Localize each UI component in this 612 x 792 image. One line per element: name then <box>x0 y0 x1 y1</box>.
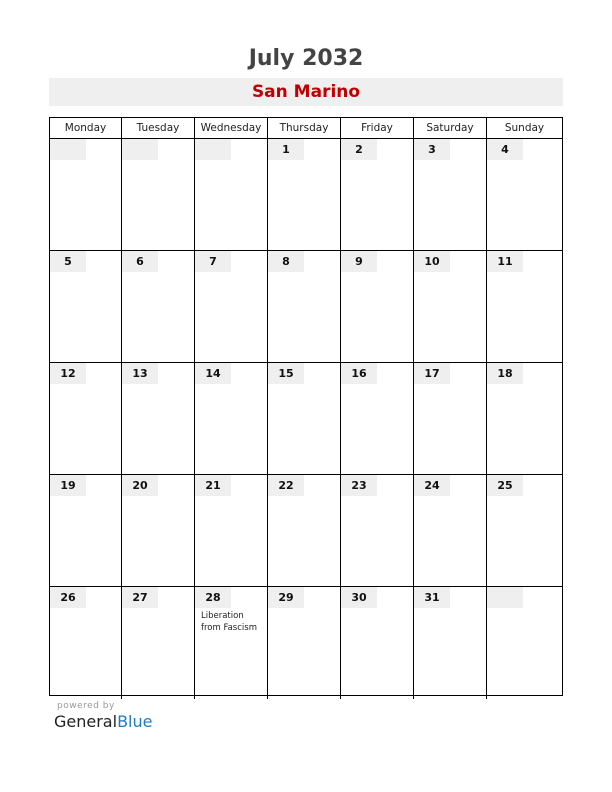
day-cell[interactable] <box>122 587 195 699</box>
day-number: 6 <box>122 251 158 272</box>
day-number: 29 <box>268 587 304 608</box>
day-number: 12 <box>50 363 86 384</box>
weekday-header-sunday: Sunday <box>504 122 545 134</box>
day-number: 1 <box>268 139 304 160</box>
weekday-header-wednesday: Wednesday <box>195 118 268 138</box>
day-cell[interactable] <box>122 475 195 586</box>
day-cell[interactable] <box>195 587 268 699</box>
day-cell[interactable] <box>414 139 487 250</box>
day-cell[interactable] <box>195 139 268 250</box>
country-name: San Marino <box>251 82 361 102</box>
day-cell[interactable] <box>414 363 487 474</box>
day-cell[interactable] <box>341 587 414 699</box>
day-cell[interactable] <box>341 363 414 474</box>
day-number: 7 <box>195 251 231 272</box>
calendar-grid <box>49 117 563 696</box>
day-number: 14 <box>195 363 231 384</box>
day-cell[interactable] <box>414 251 487 362</box>
holiday-label: Liberation from Fascism <box>201 611 257 633</box>
week-row <box>50 251 562 363</box>
day-number: 25 <box>487 475 523 496</box>
day-cell[interactable] <box>487 363 562 474</box>
weekday-header-row <box>50 118 562 139</box>
day-number: 18 <box>487 363 523 384</box>
day-number: 21 <box>195 475 231 496</box>
day-number: 31 <box>414 587 450 608</box>
day-cell[interactable] <box>268 475 341 586</box>
day-number <box>195 139 231 160</box>
day-cell[interactable] <box>50 139 122 250</box>
day-cell[interactable] <box>341 475 414 586</box>
day-number <box>122 139 158 160</box>
day-cell[interactable] <box>50 587 122 699</box>
day-cell[interactable] <box>50 251 122 362</box>
weekday-header-friday: Friday <box>341 118 414 138</box>
day-cell[interactable] <box>268 587 341 699</box>
day-number: 20 <box>122 475 158 496</box>
day-number: 11 <box>487 251 523 272</box>
day-number: 23 <box>341 475 377 496</box>
calendar-title: July 2032 <box>248 46 364 71</box>
day-number: 5 <box>50 251 86 272</box>
day-cell[interactable] <box>50 363 122 474</box>
day-number: 16 <box>341 363 377 384</box>
day-cell[interactable] <box>268 139 341 250</box>
day-cell[interactable] <box>487 587 562 699</box>
day-number: 22 <box>268 475 304 496</box>
week-row <box>50 475 562 587</box>
weekday-header-monday: Monday <box>50 118 122 138</box>
country-banner <box>49 78 563 106</box>
day-cell[interactable] <box>341 139 414 250</box>
day-cell[interactable] <box>268 363 341 474</box>
day-number: 27 <box>122 587 158 608</box>
day-number: 15 <box>268 363 304 384</box>
day-cell[interactable] <box>414 475 487 586</box>
weekday-header-saturday: Saturday <box>414 118 487 138</box>
brand-general-text: General <box>54 712 118 731</box>
day-number: 24 <box>414 475 450 496</box>
day-cell[interactable] <box>414 587 487 699</box>
day-cell[interactable] <box>487 139 562 250</box>
day-cell[interactable] <box>268 251 341 362</box>
day-number: 3 <box>414 139 450 160</box>
week-row <box>50 363 562 475</box>
day-number: 9 <box>341 251 377 272</box>
day-cell[interactable] <box>195 363 268 474</box>
day-cell[interactable] <box>122 363 195 474</box>
week-row <box>50 139 562 251</box>
day-cell[interactable] <box>487 475 562 586</box>
day-number: 4 <box>487 139 523 160</box>
week-row <box>50 587 562 699</box>
day-number: 19 <box>50 475 86 496</box>
day-number: 17 <box>414 363 450 384</box>
day-number: 30 <box>341 587 377 608</box>
weekday-header-thursday: Thursday <box>268 118 341 138</box>
day-cell[interactable] <box>487 251 562 362</box>
day-number: 13 <box>122 363 158 384</box>
day-number: 2 <box>341 139 377 160</box>
day-number: 8 <box>268 251 304 272</box>
brand-logo[interactable] <box>54 712 152 731</box>
day-number: 26 <box>50 587 86 608</box>
brand-blue-text: Blue <box>117 712 153 731</box>
day-cell[interactable] <box>122 139 195 250</box>
day-number: 10 <box>414 251 450 272</box>
day-cell[interactable] <box>195 475 268 586</box>
day-number: 28 <box>195 587 231 608</box>
day-number <box>487 587 523 608</box>
day-cell[interactable] <box>341 251 414 362</box>
day-cell[interactable] <box>122 251 195 362</box>
day-cell[interactable] <box>50 475 122 586</box>
day-number <box>50 139 86 160</box>
weekday-header-tuesday: Tuesday <box>122 118 195 138</box>
powered-by-label: powered by <box>57 701 115 711</box>
day-cell[interactable] <box>195 251 268 362</box>
